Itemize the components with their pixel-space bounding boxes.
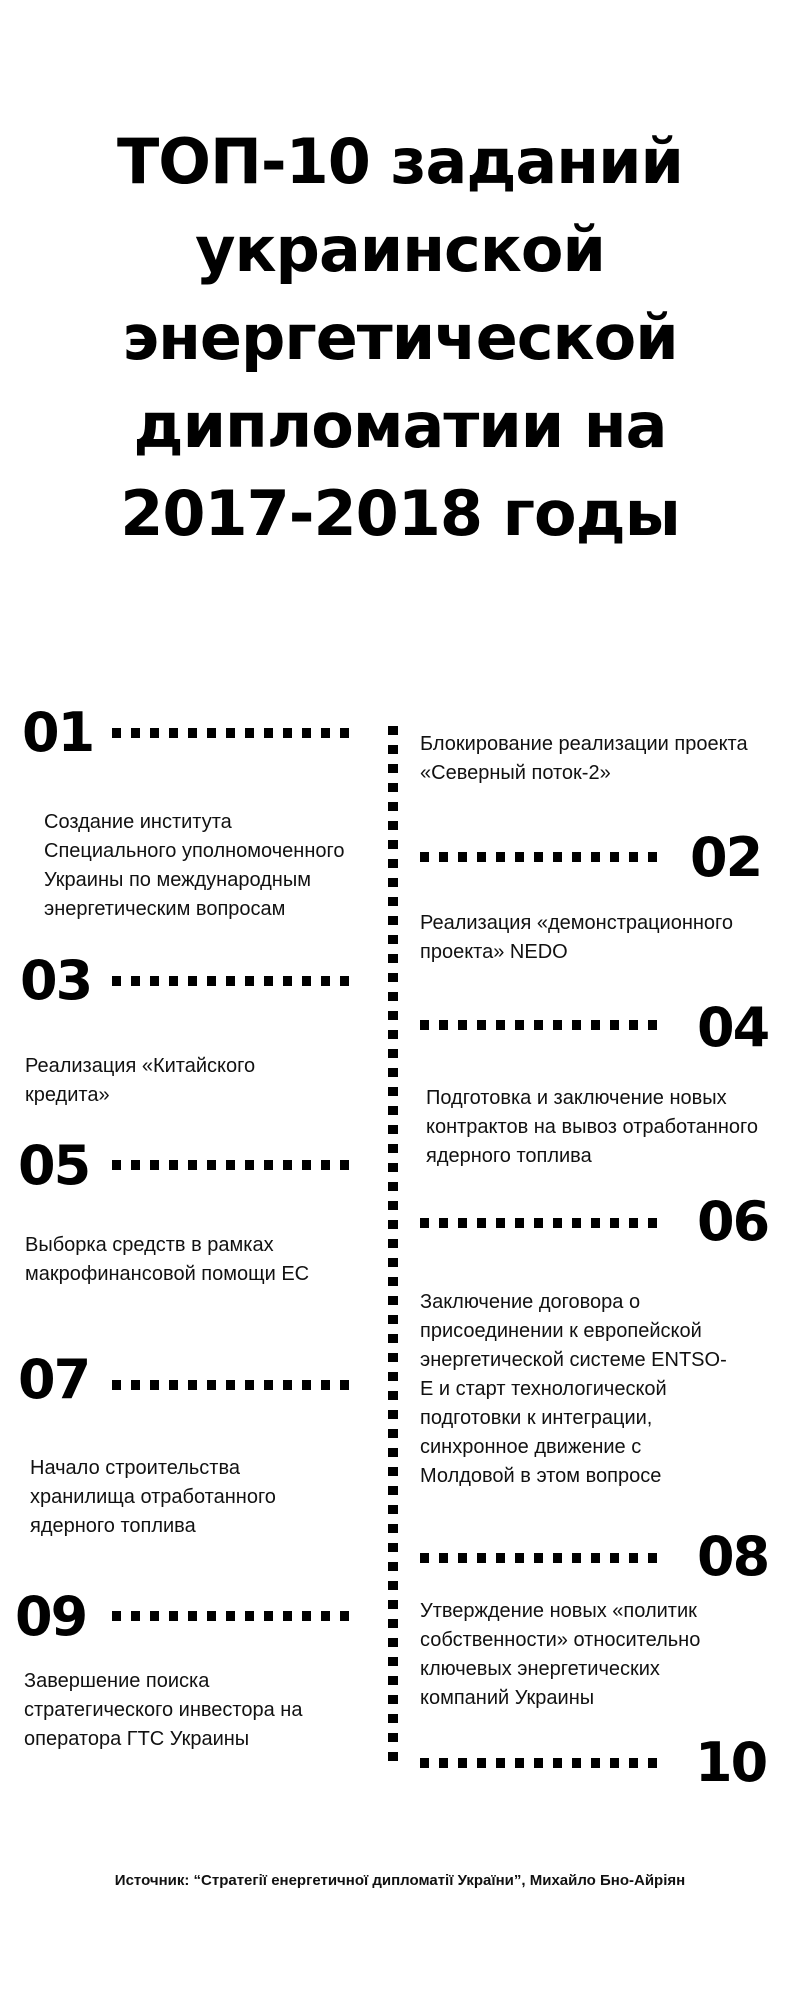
title-line: ТОП-10 заданий bbox=[117, 125, 683, 198]
connector-dots-10 bbox=[420, 1758, 665, 1768]
item-text-10: Утверждение новых «политик собственности» относительно ключевых энергетических компаний Украины bbox=[420, 1600, 701, 1709]
connector-dots-05 bbox=[112, 1160, 352, 1170]
connector-dots-08 bbox=[420, 1553, 665, 1563]
connector-dots-01 bbox=[112, 728, 352, 738]
timeline-vertical-dots bbox=[388, 726, 398, 1768]
item-number-08: 08 bbox=[697, 1525, 769, 1588]
connector-dots-06 bbox=[420, 1218, 665, 1228]
connector-dots-04 bbox=[420, 1020, 665, 1030]
title-line: украинской bbox=[195, 213, 605, 286]
title-line: 2017-2018 годы bbox=[120, 477, 680, 550]
connector-dots-03 bbox=[112, 976, 352, 986]
item-text-02: Блокирование реализации проекта «Северный поток-2» bbox=[420, 733, 748, 784]
title-line: энергетической bbox=[122, 301, 678, 374]
item-text-03: Реализация «Китайского кредита» bbox=[25, 1055, 256, 1106]
source-note: Источник: “Стратегії енергетичної дипломатії України”, Михайло Бно-Айріян bbox=[114, 1872, 686, 1889]
title-line: дипломатии на bbox=[133, 389, 667, 462]
item-number-05: 05 bbox=[18, 1134, 90, 1197]
item-number-04: 04 bbox=[697, 996, 769, 1059]
item-text-05: Выборка средств в рамках макрофинансовой помощи ЕС bbox=[25, 1234, 310, 1285]
item-number-02: 02 bbox=[690, 826, 762, 889]
item-text-08: Заключение договора о присоединении к европейской энергетической системе ENTSO- E и старт технологической подготовки к интеграции, синхронное движение с Молдовой в этом вопросе bbox=[420, 1291, 727, 1487]
item-text-09: Завершение поиска стратегического инвестора на оператора ГТС Украины bbox=[24, 1670, 303, 1750]
item-number-01: 01 bbox=[22, 701, 94, 764]
item-number-07: 07 bbox=[18, 1348, 90, 1411]
item-text-06: Подготовка и заключение новых контрактов на вывоз отработанного ядерного топлива bbox=[426, 1087, 758, 1167]
item-text-01: Создание института Специального уполномоченного Украины по международным энергетическим вопросам bbox=[44, 811, 345, 920]
item-text-07: Начало строительства хранилища отработанного ядерного топлива bbox=[30, 1457, 276, 1537]
item-number-03: 03 bbox=[20, 949, 92, 1012]
connector-dots-09 bbox=[112, 1611, 352, 1621]
item-number-09: 09 bbox=[15, 1585, 87, 1648]
item-text-04: Реализация «демонстрационного проекта» NEDO bbox=[420, 912, 734, 963]
connector-dots-02 bbox=[420, 852, 665, 862]
connector-dots-07 bbox=[112, 1380, 352, 1390]
item-number-10: 10 bbox=[695, 1731, 767, 1794]
page-title bbox=[0, 118, 800, 558]
item-number-06: 06 bbox=[697, 1190, 769, 1253]
